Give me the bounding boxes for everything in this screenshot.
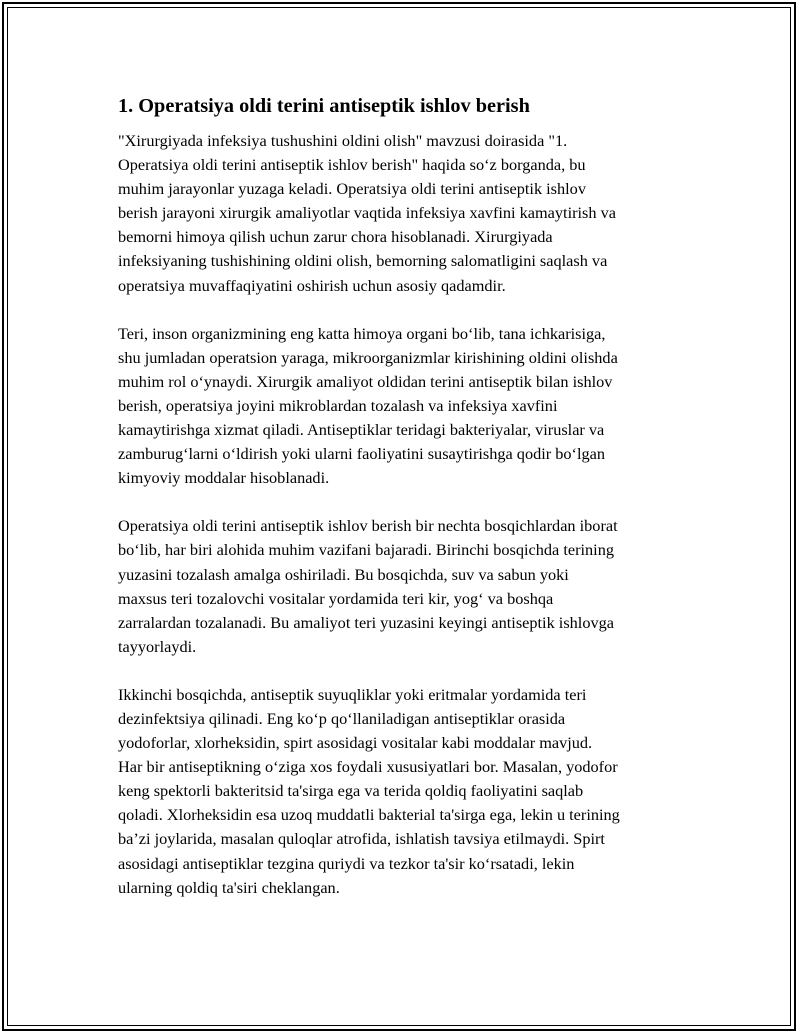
- text-line: Har bir antiseptikning o‘ziga xos foydali xususiyatlari bor. Masalan, yodofor: [118, 757, 618, 777]
- text-line: maxsus teri tozalovchi vositalar yordamida teri kir, yog‘ va boshqa: [118, 588, 554, 608]
- text-line: kamaytirishga xizmat qiladi. Antiseptiklar teridagi bakteriyalar, viruslar va: [118, 420, 605, 440]
- text-line: muhim rol o‘ynaydi. Xirurgik amaliyot oldidan terini antiseptik bilan ishlov: [118, 371, 613, 391]
- text-line: Operatsiya oldi terini antiseptik ishlov berish bir nechta bosqichlardan iborat: [118, 516, 618, 536]
- text-line: keng spektorli bakteritsid ta'sirga ega va terida qoldiq faoliyatini saqlab: [118, 781, 584, 801]
- text-line: Operatsiya oldi terini antiseptik ishlov berish" haqida so‘z borganda, bu: [118, 155, 586, 175]
- text-line: qoladi. Xlorheksidin esa uzoq muddatli bakterial ta'sirga ega, lekin u terining: [118, 805, 620, 825]
- paragraph-4: [118, 683, 690, 900]
- text-line: infeksiyaning tushishining oldini olish, bemorning salomatligini saqlash va: [118, 251, 608, 271]
- document-body: [118, 93, 690, 924]
- text-line: bemorni himoya qilish uchun zarur chora hisoblanadi. Xirurgiyada: [118, 227, 553, 247]
- text-line: berish, operatsiya joyini mikroblardan tozalash va infeksiya xavfini: [118, 395, 558, 415]
- text-line: ba’zi joylarida, masalan quloqlar atrofida, ishlatish tavsiya etilmaydi. Spirt: [118, 829, 605, 849]
- text-line: dezinfektsiya qilinadi. Eng ko‘p qo‘llaniladigan antiseptiklar orasida: [118, 708, 566, 728]
- text-line: bo‘lib, har biri alohida muhim vazifani bajaradi. Birinchi bosqichda terining: [118, 540, 614, 560]
- section-heading: 1. Operatsiya oldi terini antiseptik ishlov berish: [118, 95, 530, 117]
- text-line: ularning qoldiq ta'siri cheklangan.: [118, 877, 340, 897]
- text-line: muhim jarayonlar yuzaga keladi. Operatsiya oldi terini antiseptik ishlov: [118, 179, 586, 199]
- text-line: "Xirurgiyada infeksiya tushushini oldini olish" mavzusi doirasida "1.: [118, 131, 568, 150]
- text-line: operatsiya muvaffaqiyatini oshirish uchun asosiy qadamdir.: [118, 275, 506, 295]
- text-line: kimyoviy moddalar hisoblanadi.: [118, 468, 330, 488]
- text-line: asosidagi antiseptiklar tezgina quriydi va tezkor ta'sir ko‘rsatadi, lekin: [118, 853, 575, 873]
- paragraph-3: [118, 514, 690, 659]
- text-line: zarralardan tozalanadi. Bu amaliyot teri yuzasini keyingi antiseptik ishlovga: [118, 612, 614, 632]
- text-line: shu jumladan operatsion yaraga, mikroorganizmlar kirishining oldini olishda: [118, 347, 618, 367]
- text-line: Teri, inson organizmining eng katta himoya organi bo‘lib, tana ichkarisiga,: [118, 323, 606, 343]
- paragraph-2: [118, 322, 690, 491]
- text-line: tayyorlaydi.: [118, 636, 197, 656]
- text-line: yuzasini tozalash amalga oshiriladi. Bu bosqichda, suv va sabun yoki: [118, 564, 569, 584]
- paragraph-1: [118, 129, 690, 298]
- text-line: berish jarayoni xirurgik amaliyotlar vaqtida infeksiya xavfini kamaytirish va: [118, 203, 616, 223]
- text-line: zamburug‘larni o‘ldirish yoki ularni faoliyatini susaytirishga qodir bo‘lgan: [118, 444, 605, 464]
- text-line: yodoforlar, xlorheksidin, spirt asosidagi vositalar kabi moddalar mavjud.: [118, 733, 593, 753]
- text-line: Ikkinchi bosqichda, antiseptik suyuqliklar yoki eritmalar yordamida teri: [118, 684, 587, 704]
